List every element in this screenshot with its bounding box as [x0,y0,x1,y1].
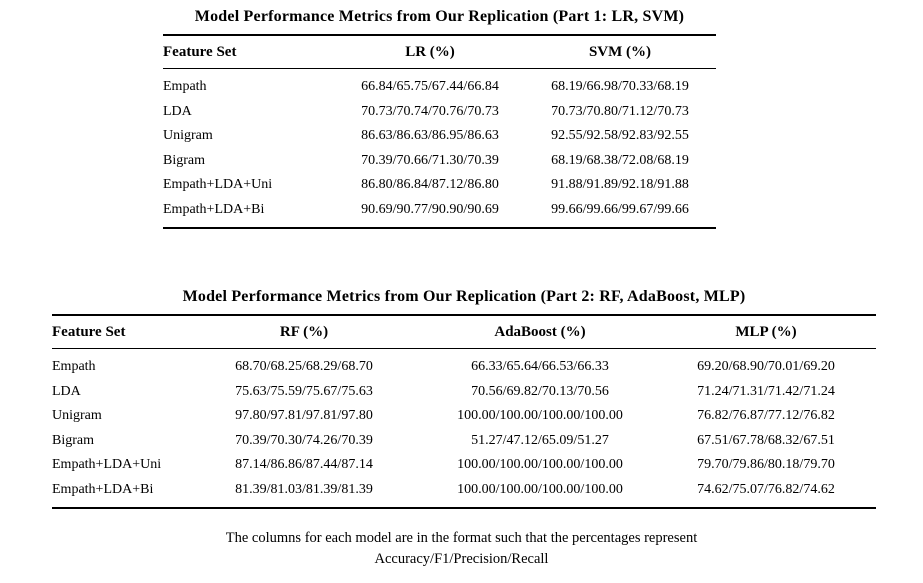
feature-cell: Unigram [52,408,102,423]
table2-title: Model Performance Metrics from Our Replication (Part 2: RF, AdaBoost, MLP) [182,288,746,305]
caption-line-2: Accuracy/F1/Precision/Recall [374,551,549,567]
table1 [163,34,716,229]
metric-cell: 69.20/68.90/70.01/69.20 [697,359,835,374]
table-row [163,198,716,229]
metric-cell: 68.70/68.25/68.29/68.70 [235,359,373,374]
feature-cell: Empath [163,79,207,94]
table1-header-svm: SVM (%) [524,35,716,69]
table1-section [163,8,716,229]
table1-header-lr: LR (%) [336,35,524,69]
table2 [52,314,876,509]
feature-cell: LDA [163,103,192,119]
table2-header-adaboost: AdaBoost (%) [424,315,656,349]
metric-cell: 66.84/65.75/67.44/66.84 [361,79,499,94]
metric-cell: 100.00/100.00/100.00/100.00 [457,481,623,497]
metric-cell: 70.73/70.80/71.12/70.73 [551,103,689,119]
table1-header-feature-set: Feature Set [163,35,336,69]
metric-cell: 100.00/100.00/100.00/100.00 [457,457,623,472]
table-row [52,453,876,478]
metric-cell: 99.66/99.66/99.67/99.66 [551,201,689,217]
feature-cell: Empath [52,359,96,374]
metric-cell: 75.63/75.59/75.67/75.63 [235,383,373,399]
table-row [52,429,876,454]
metric-cell: 87.14/86.86/87.44/87.14 [235,457,373,472]
table2-header-rf: RF (%) [184,315,424,349]
metric-cell: 71.24/71.31/71.42/71.24 [697,383,835,399]
table2-header-feature-set: Feature Set [52,315,184,349]
metric-cell: 91.88/91.89/92.18/91.88 [551,177,689,192]
metric-cell: 70.39/70.30/74.26/70.39 [235,432,373,448]
feature-cell: Bigram [163,152,205,168]
table-row [163,173,716,198]
metric-cell: 97.80/97.81/97.81/97.80 [235,408,373,423]
table-row [163,149,716,174]
feature-cell: Empath+LDA+Bi [163,201,265,217]
feature-cell: Unigram [163,128,213,143]
table1-header-row [163,35,716,69]
feature-cell: Empath+LDA+Uni [52,457,162,472]
table-row [52,349,876,380]
metric-cell: 79.70/79.86/80.18/79.70 [697,457,835,472]
metric-cell: 51.27/47.12/65.09/51.27 [471,432,609,448]
feature-cell: LDA [52,383,81,399]
metric-cell: 86.80/86.84/87.12/86.80 [361,177,499,192]
table-row [52,478,876,509]
caption-line-1: The columns for each model are in the format such that the percentages represent [225,530,698,546]
table-row [52,380,876,405]
table-row [52,404,876,429]
feature-cell: Empath+LDA+Bi [52,481,154,497]
table-row [163,100,716,125]
metric-cell: 76.82/76.87/77.12/76.82 [697,408,835,423]
metric-cell: 70.56/69.82/70.13/70.56 [471,383,609,399]
table2-header-row [52,315,876,349]
metric-cell: 68.19/66.98/70.33/68.19 [551,79,689,94]
table2-section [52,288,876,509]
metric-cell: 74.62/75.07/76.82/74.62 [697,481,835,497]
feature-cell: Empath+LDA+Uni [163,177,273,192]
metric-cell: 100.00/100.00/100.00/100.00 [457,408,623,423]
metric-cell: 90.69/90.77/90.90/90.69 [361,201,499,217]
metric-cell: 70.39/70.66/71.30/70.39 [361,152,499,168]
table-row [163,69,716,100]
table-format-caption [0,528,923,570]
metric-cell: 68.19/68.38/72.08/68.19 [551,152,689,168]
table2-header-mlp: MLP (%) [656,315,876,349]
metric-cell: 70.73/70.74/70.76/70.73 [361,103,499,119]
feature-cell: Bigram [52,432,94,448]
metric-cell: 86.63/86.63/86.95/86.63 [361,128,499,143]
metric-cell: 67.51/67.78/68.32/67.51 [697,432,835,448]
table1-title: Model Performance Metrics from Our Replication (Part 1: LR, SVM) [194,8,685,25]
metric-cell: 66.33/65.64/66.53/66.33 [471,359,609,374]
table-row [163,124,716,149]
metric-cell: 92.55/92.58/92.83/92.55 [551,128,689,143]
metric-cell: 81.39/81.03/81.39/81.39 [235,481,373,497]
